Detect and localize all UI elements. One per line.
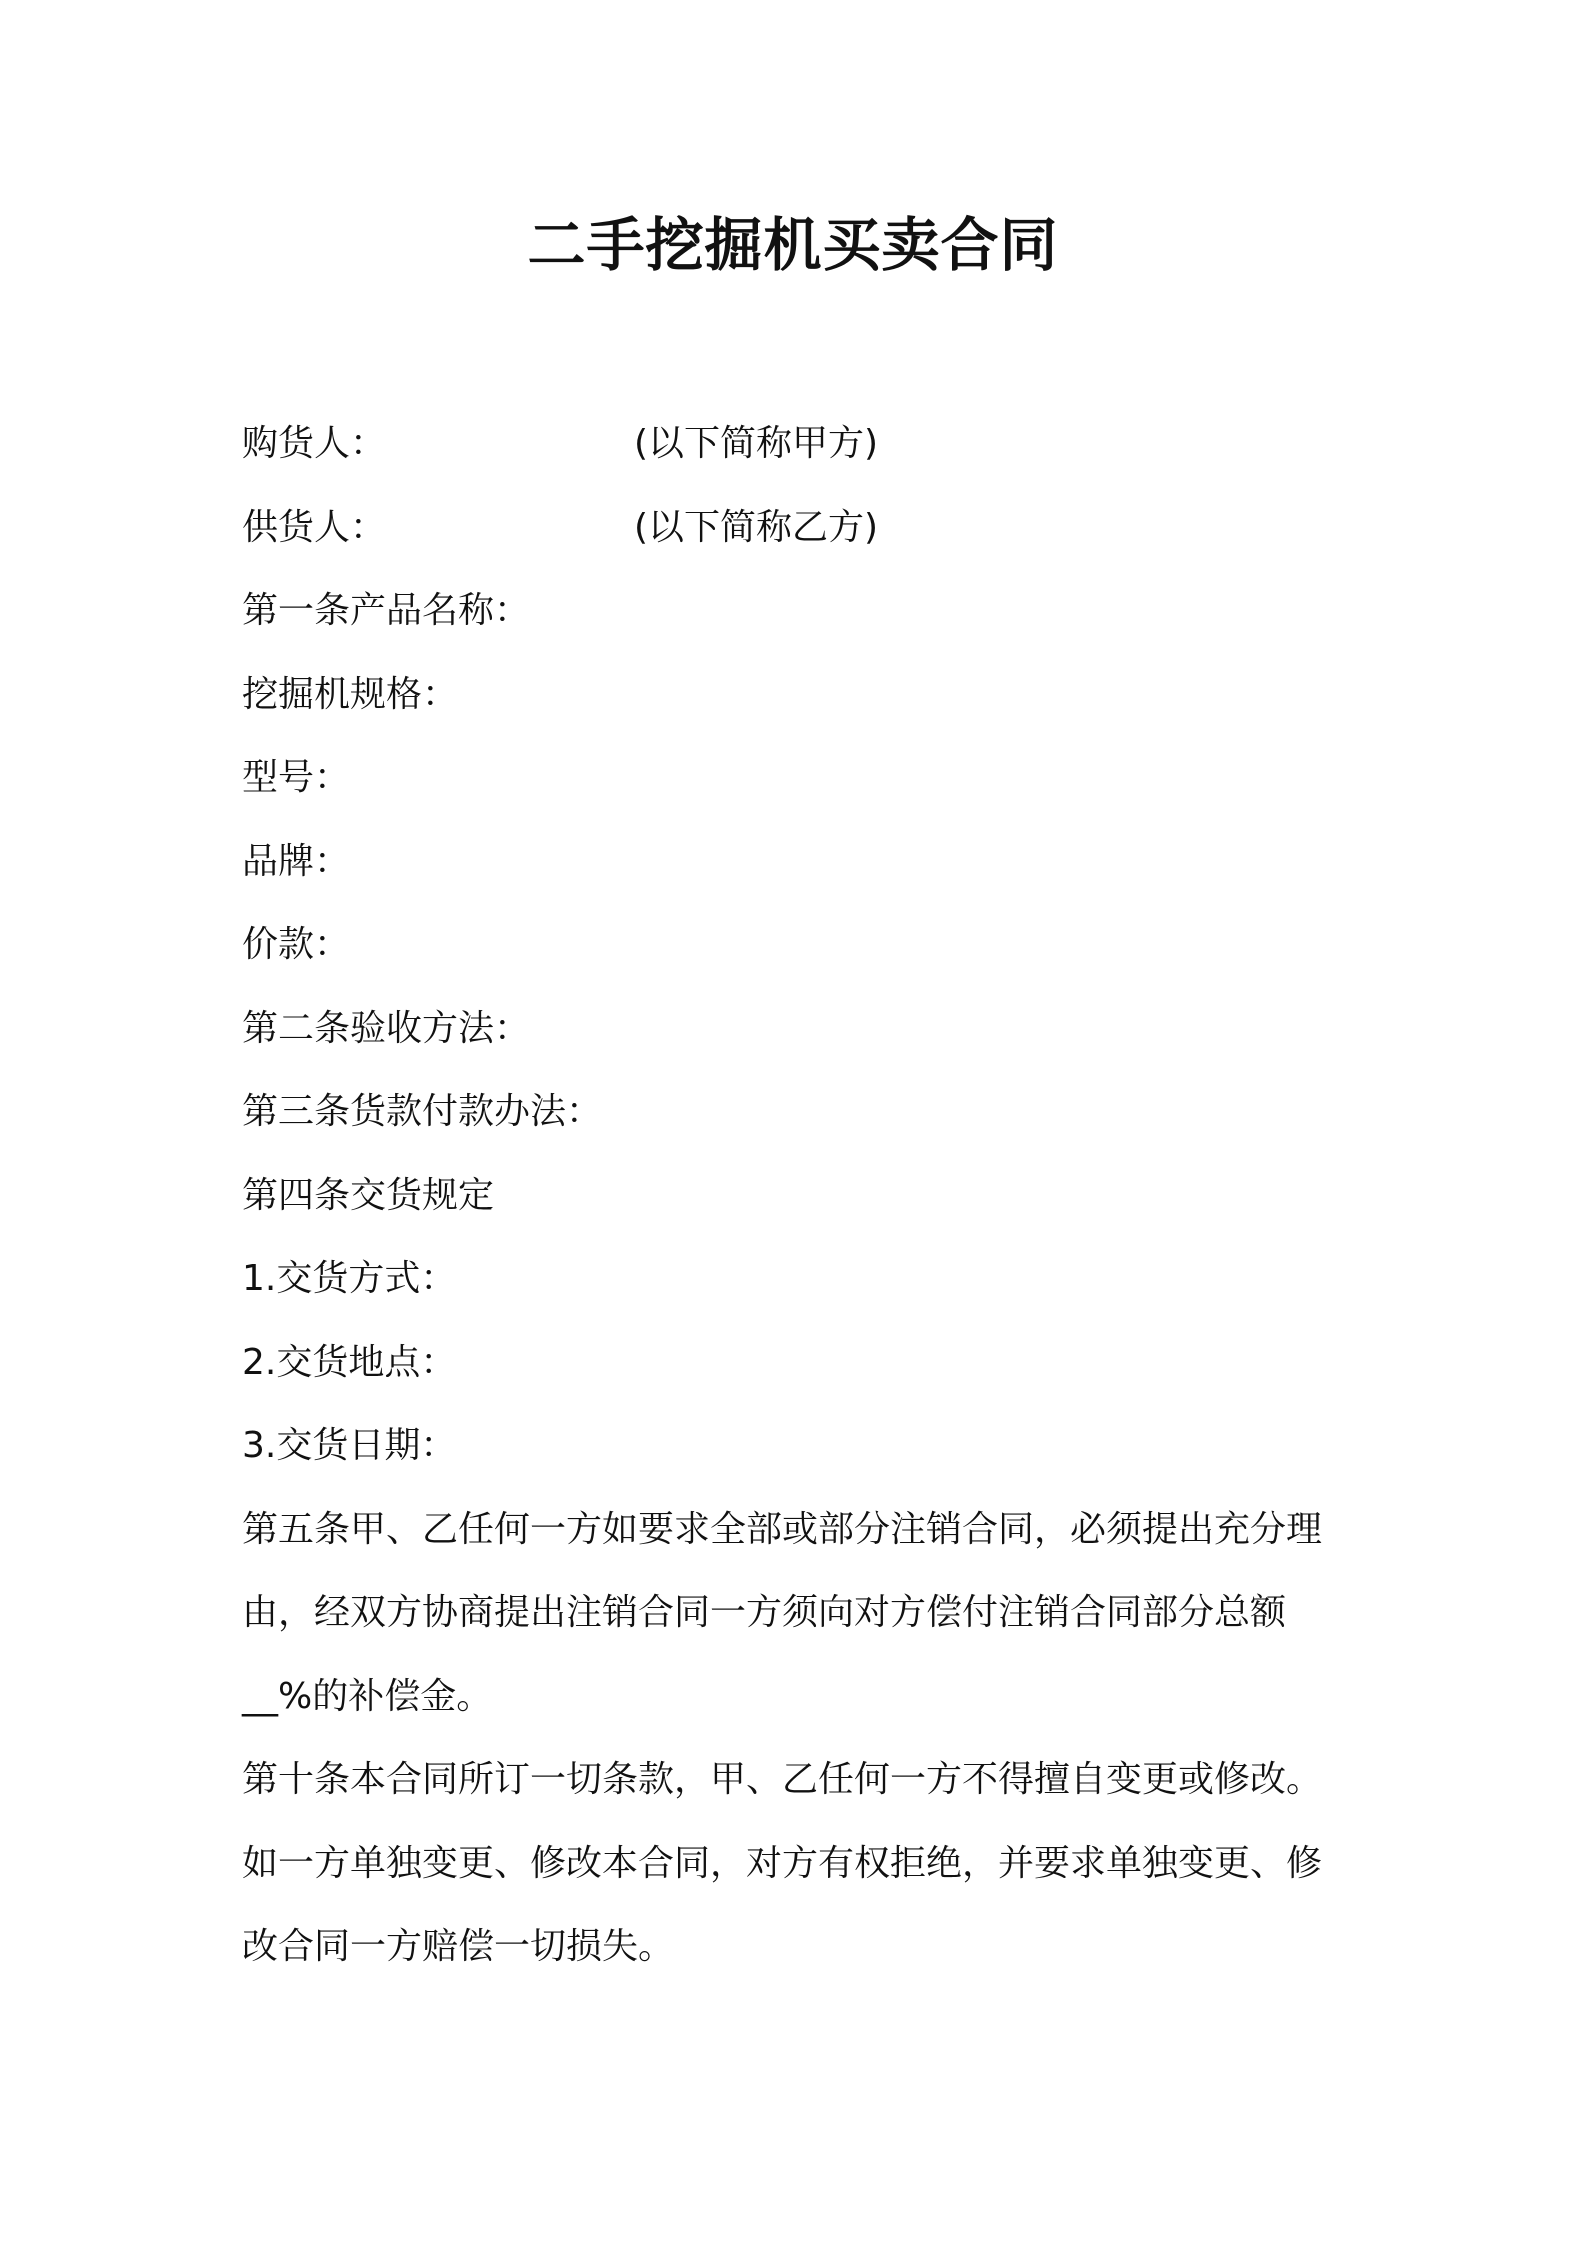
delivery-location: 2.交货地点： bbox=[242, 1341, 457, 1383]
clause-3-payment: 第三条货款付款办法： bbox=[242, 1091, 603, 1132]
field-brand: 品牌： bbox=[242, 840, 351, 882]
clause-5-line-1: 第五条甲、乙任何一方如要求全部或部分注销合同，必须提出充分理 bbox=[242, 1508, 1323, 1550]
delivery-date: 3.交货日期： bbox=[242, 1425, 457, 1466]
buyer-line bbox=[242, 402, 1352, 486]
buyer-note: (以下简称甲方) bbox=[634, 423, 879, 464]
field-excavator-spec: 挖掘机规格： bbox=[242, 673, 459, 715]
document-title: 二手挖掘机买卖合同 bbox=[527, 211, 1059, 279]
buyer-label: 购货人： bbox=[242, 423, 387, 464]
seller-label: 供货人： bbox=[242, 506, 387, 548]
field-model: 型号： bbox=[242, 757, 351, 798]
clause-5-line-3: __%的补偿金。 bbox=[242, 1675, 493, 1717]
delivery-method: 1.交货方式： bbox=[242, 1258, 457, 1299]
clause-2-inspection: 第二条验收方法： bbox=[242, 1007, 531, 1049]
clause-10-line-1: 第十条本合同所订一切条款，甲、乙任何一方不得擅自变更或修改。 bbox=[242, 1759, 1323, 1800]
clause-10-line-2: 如一方单独变更、修改本合同，对方有权拒绝，并要求单独变更、修 bbox=[242, 1842, 1323, 1884]
seller-note: (以下简称乙方) bbox=[634, 506, 879, 548]
clause-5-line-2: 由，经双方协商提出注销合同一方须向对方偿付注销合同部分总额 bbox=[242, 1592, 1287, 1633]
clause-4-delivery: 第四条交货规定 bbox=[242, 1174, 495, 1216]
field-price: 价款： bbox=[242, 924, 351, 965]
contract-body bbox=[242, 402, 1352, 1989]
clause-1-product-name: 第一条产品名称： bbox=[242, 590, 531, 631]
clause-10-line-3: 改合同一方赔偿一切损失。 bbox=[242, 1926, 675, 1967]
seller-line bbox=[242, 486, 1352, 570]
